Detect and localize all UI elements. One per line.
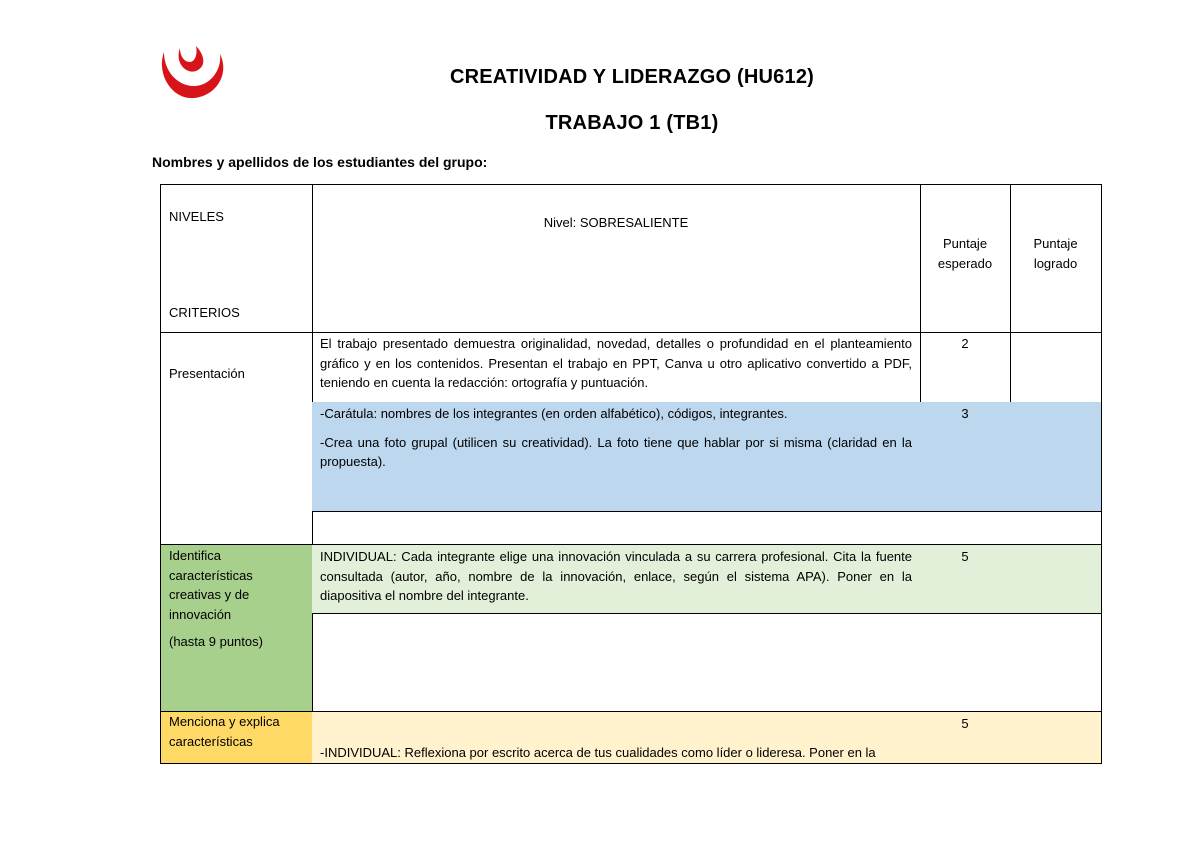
row-2-expected-score: 3 <box>961 406 969 421</box>
criterion-presentacion-label: Presentación <box>169 366 245 381</box>
criterion-menciona-label: Menciona y explica características <box>169 714 280 749</box>
puntaje-esperado-label: Puntaje esperado <box>937 236 993 271</box>
row-4-description: -INDIVIDUAL: Reflexiona por escrito acerca de tus cualidades como líder o lideresa. Poner en la <box>320 745 876 760</box>
header-puntaje-esperado-cell <box>920 184 1011 333</box>
criterion-identifica-note: (hasta 9 puntos) <box>169 634 263 649</box>
criterios-label: CRITERIOS <box>169 305 240 320</box>
header-niveles-criterios-cell <box>160 184 313 333</box>
row-1-description: El trabajo presentado demuestra originalidad, novedad, detalles o profundidad en el planteamiento gráfico y en los contenidos. Presentan el trabajo en PPT, Canva u otro aplicativo convertido a PDF, teniendo en cuenta la redacción: ortografía y puntuación. <box>320 336 912 390</box>
row-4-expected-cell <box>920 711 1011 764</box>
criterion-presentacion-cell <box>160 332 313 545</box>
row-1-description-cell <box>312 332 921 403</box>
row-3-description-cell <box>312 544 921 614</box>
row-2-description-line-1: -Carátula: nombres de los integrantes (en orden alfabético), códigos, integrantes. <box>320 406 788 421</box>
puntaje-logrado-label: Puntaje logrado <box>1033 236 1078 271</box>
nivel-label: Nivel: SOBRESALIENTE <box>543 215 689 230</box>
row-1-expected-cell <box>920 332 1011 403</box>
header-nivel-cell <box>312 184 921 333</box>
criterion-identifica-label: Identifica características creativas y de innovación <box>169 548 253 622</box>
row-3-empty-cell <box>312 613 1102 712</box>
row-4-description-cell <box>312 711 921 764</box>
row-4-achieved-cell[interactable] <box>1010 711 1102 764</box>
row-3-achieved-cell[interactable] <box>1010 544 1102 614</box>
row-3-expected-cell <box>920 544 1011 614</box>
criterion-menciona-cell <box>160 711 313 764</box>
document-title: CREATIVIDAD Y LIDERAZGO (HU612) <box>449 66 815 88</box>
row-2-description-line-2: -Crea una foto grupal (utilicen su creatividad). La foto tiene que hablar por si misma (claridad en la propuesta). <box>320 434 912 469</box>
row-1-expected-score: 2 <box>961 336 969 351</box>
row-4-expected-score: 5 <box>961 716 969 731</box>
row-3-expected-score: 5 <box>961 549 969 564</box>
row-2-description-cell <box>312 402 921 512</box>
row-2-achieved-cell[interactable] <box>1010 402 1102 512</box>
row-3-description: INDIVIDUAL: Cada integrante elige una innovación vinculada a su carrera profesional. Cita la fuente consultada (autor, año, nombre de la innovación, enlace, según el sistema APA). Poner en la diapositiva el nombre del integrante. <box>320 549 912 603</box>
students-label: Nombres y apellidos de los estudiantes del grupo: <box>152 154 488 170</box>
niveles-label: NIVELES <box>169 209 224 224</box>
criterion-identifica-cell <box>160 544 313 712</box>
header-puntaje-logrado-cell <box>1010 184 1102 333</box>
row-1-achieved-cell[interactable] <box>1010 332 1102 403</box>
document-subtitle: TRABAJO 1 (TB1) <box>545 112 719 134</box>
spacer-cell <box>312 511 1102 545</box>
row-2-expected-cell <box>920 402 1011 512</box>
